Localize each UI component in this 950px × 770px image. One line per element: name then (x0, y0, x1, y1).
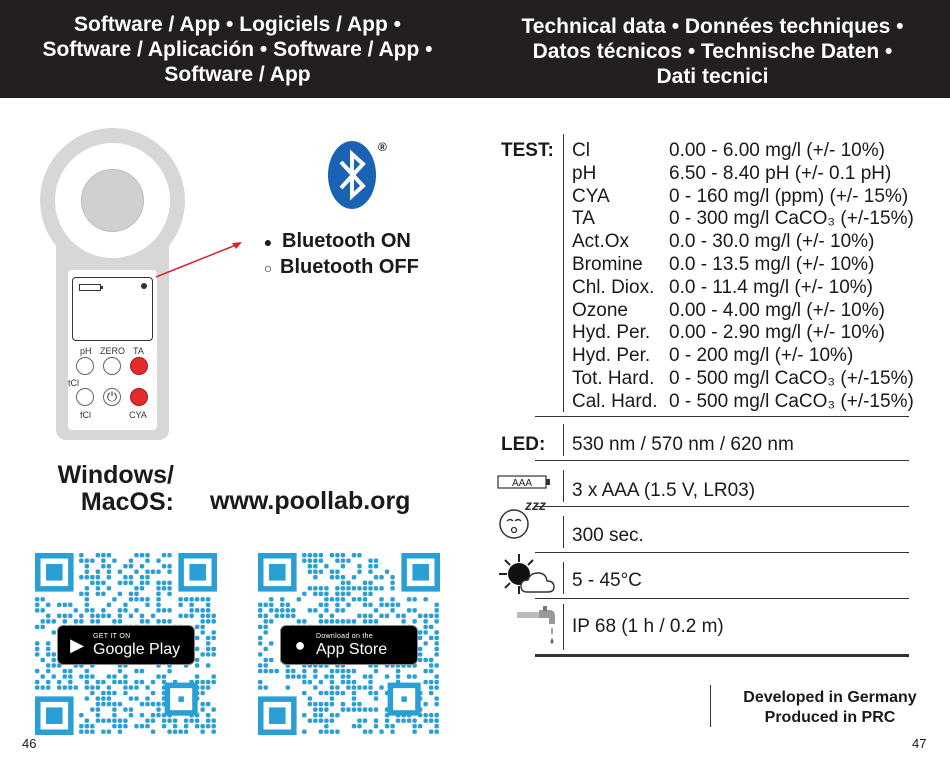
technical-data-header (475, 0, 950, 98)
divider (535, 416, 909, 417)
device-screen (72, 277, 153, 341)
registered-mark: ® (378, 140, 387, 154)
produced-in: Produced in PRC (764, 709, 896, 726)
right-page (475, 0, 950, 770)
test-range: 0.0 - 13.5 mg/l (+/- 10%) (669, 253, 875, 275)
divider (535, 654, 909, 657)
test-parameter: Hyd. Per. (572, 345, 651, 367)
device-label-cya: CYA (129, 410, 147, 420)
play-store-icon: ▶ (70, 634, 84, 655)
sleep-timer-icon (497, 494, 553, 542)
apple-badge-small: Download on the (316, 632, 374, 640)
device-label-tcl: tCl (68, 378, 79, 388)
test-row (572, 254, 914, 277)
header-line: Technical data • Données techniques • (521, 14, 904, 38)
header-line: Software / Aplicación • Software / App • (42, 37, 433, 61)
empty-circle-icon: ○ (263, 259, 273, 276)
apple-badge-big: App Store (316, 640, 388, 658)
sleep-icon-text: zzz (525, 497, 546, 513)
test-range: 0 - 500 mg/l CaCO₃ (+/-15%) (669, 367, 914, 389)
pointer-arrow-icon (150, 235, 250, 285)
os-label (40, 462, 174, 516)
test-range: 0 - 160 mg/l (ppm) (+/- 15%) (669, 185, 909, 207)
test-range: 0 - 500 mg/l CaCO₃ (+/-15%) (669, 390, 914, 412)
device-label-ta: TA (133, 346, 144, 356)
test-parameter: CYA (572, 185, 610, 207)
divider (535, 598, 909, 599)
origin-info (720, 688, 940, 728)
test-parameter: Cal. Hard. (572, 390, 658, 412)
battery-icon (497, 474, 553, 490)
developed-in: Developed in Germany (743, 689, 917, 706)
test-parameter: pH (572, 162, 597, 184)
divider (563, 424, 564, 456)
divider (535, 552, 909, 553)
test-parameter: Bromine (572, 253, 643, 275)
test-row (572, 368, 914, 391)
device-button-cya (130, 388, 148, 406)
test-row (572, 231, 914, 254)
divider (563, 604, 564, 650)
bluetooth-off-label: Bluetooth OFF (280, 256, 419, 278)
test-parameter: Cl (572, 140, 590, 161)
divider (535, 460, 909, 461)
test-row (572, 140, 914, 163)
google-play-badge[interactable] (57, 625, 195, 665)
test-range: 0.0 - 30.0 mg/l (+/- 10%) (669, 231, 875, 253)
test-range: 0 - 300 mg/l CaCO₃ (+/-15%) (669, 208, 914, 230)
header-line: Dati tecnici (656, 64, 769, 88)
page-number-left: 46 (22, 736, 37, 751)
test-range: 0.0 - 11.4 mg/l (+/- 10%) (669, 276, 873, 298)
battery-value: 3 x AAA (1.5 V, LR03) (572, 480, 756, 501)
power-icon: ⏻ (103, 388, 121, 406)
os-label-line: Windows/ (57, 461, 174, 489)
test-parameter: Act.Ox (572, 231, 630, 253)
device-label-ph: pH (80, 346, 92, 356)
test-range: 6.50 - 8.40 pH (+/- 0.1 pH) (669, 162, 892, 184)
temperature-value: 5 - 45°C (572, 570, 642, 591)
divider (535, 506, 909, 507)
test-parameter: Ozone (572, 299, 628, 321)
header-line: Datos técnicos • Technische Daten • (532, 39, 893, 63)
divider (563, 470, 564, 502)
sun-cloud-icon (497, 552, 563, 598)
filled-circle-icon: ● (263, 233, 273, 250)
software-header (0, 0, 475, 98)
test-parameter: Chl. Diox. (572, 276, 655, 298)
test-range: 0 - 200 mg/l (+/- 10%) (669, 345, 854, 367)
app-store-badge[interactable] (280, 625, 418, 665)
device-button-zero (103, 357, 121, 375)
os-label-line: MacOS: (80, 488, 174, 516)
header-line: Software / App (164, 62, 311, 86)
led-value: 530 nm / 570 nm / 620 nm (572, 434, 794, 455)
bluetooth-on-label: Bluetooth ON (282, 230, 411, 252)
ip-rating-value: IP 68 (1 h / 0.2 m) (572, 616, 724, 637)
battery-indicator-icon (79, 284, 101, 291)
test-parameter: Tot. Hard. (572, 367, 655, 389)
bluetooth-icon (327, 140, 377, 210)
led-label: LED: (501, 434, 546, 455)
sleep-value: 300 sec. (572, 525, 644, 546)
test-row (572, 186, 914, 209)
test-range: 0.00 - 4.00 mg/l (+/- 10%) (669, 299, 885, 321)
bluetooth-off-row (258, 256, 419, 279)
google-badge-small: GET IT ON (93, 632, 131, 640)
divider (563, 516, 564, 548)
test-parameter: TA (572, 208, 595, 230)
device-label-zero: ZERO (100, 346, 126, 356)
test-row (572, 163, 914, 186)
battery-icon-text: AAA (512, 478, 533, 489)
google-badge-big: Google Play (93, 640, 181, 658)
test-ranges-table (572, 140, 914, 414)
test-range: 0.00 - 2.90 mg/l (+/- 10%) (669, 322, 885, 344)
divider (710, 685, 711, 727)
device-button-fcl (76, 388, 94, 406)
device-lens (81, 169, 144, 232)
test-row (572, 277, 914, 300)
test-row (572, 391, 914, 414)
device-button-ph (76, 357, 94, 375)
test-row (572, 345, 914, 368)
test-row (572, 300, 914, 323)
test-range: 0.00 - 6.00 mg/l (+/- 10%) (669, 140, 885, 161)
divider (563, 134, 564, 412)
test-row (572, 208, 914, 231)
header-line: Software / App • Logiciels / App • (73, 12, 401, 36)
test-label: TEST: (501, 140, 554, 161)
device-label-fcl: fCl (80, 410, 91, 420)
test-parameter: Hyd. Per. (572, 322, 651, 344)
bluetooth-on-row (258, 230, 411, 253)
google-play-qr-code[interactable] (35, 553, 217, 735)
test-row (572, 322, 914, 345)
device-button-ta (130, 357, 148, 375)
app-store-qr-code[interactable] (258, 553, 440, 735)
sensor-dot-icon (141, 283, 147, 289)
page-number-right: 47 (912, 736, 927, 751)
apple-icon: ● (294, 634, 306, 655)
website-url[interactable]: www.poollab.org (210, 487, 411, 515)
divider (563, 562, 564, 594)
